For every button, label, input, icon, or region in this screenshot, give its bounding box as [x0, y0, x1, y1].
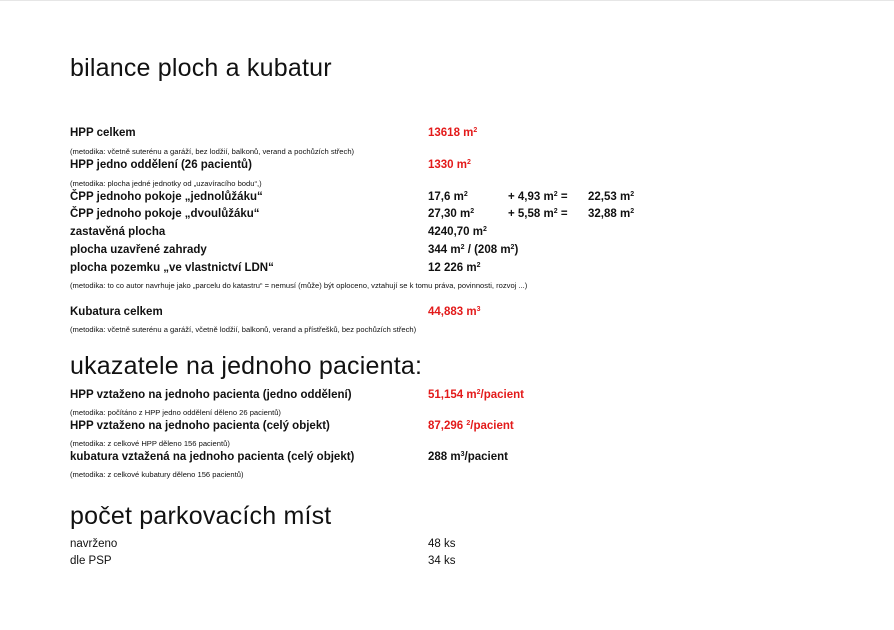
row-parking-designed	[70, 538, 870, 554]
row-volume-per-patient	[70, 451, 870, 467]
row-label: HPP celkem	[70, 127, 136, 139]
methodology-note: (metodika: z celkové HPP děleno 156 pacientů)	[70, 439, 230, 448]
row-value-addition: + 5,58 $m^2$ =	[508, 208, 568, 220]
row-hpp-ward	[70, 159, 870, 175]
methodology-note: (metodika: to co autor navrhuje jako „parcelu do katastru“ = nemusí (může) být oploceno, vztahují se k tomu práva, povinnosti, rozvoj ...)	[70, 281, 528, 290]
row-value-total: 32,88 $m^2$	[588, 208, 635, 220]
row-room-double	[70, 208, 870, 224]
row-value: 344 $m^2 / (208$ $m^2$)	[428, 244, 519, 256]
row-label: kubatura vztažená na jednoho pacienta (celý objekt)	[70, 451, 355, 463]
row-label: Kubatura celkem	[70, 306, 163, 318]
row-label: plocha pozemku „ve vlastnictví LDN“	[70, 262, 274, 274]
row-label: HPP vztaženo na jednoho pacienta (celý objekt)	[70, 420, 330, 432]
row-plot	[70, 262, 870, 278]
row-hpp-total	[70, 127, 870, 143]
methodology-note: (metodika: počítáno z HPP jedno oddělení děleno 26 pacientů)	[70, 408, 281, 417]
row-value-addition: + 4,93 $m^2$ =	[508, 191, 568, 203]
row-value: 48 ks	[428, 538, 456, 550]
row-value: 87,296 $^2$/pacient	[428, 420, 514, 432]
row-value: 288 $m^3$/pacient	[428, 451, 508, 463]
methodology-note: (metodika: včetně suterénu a garáží, včetně lodžií, balkonů, verand a přístřešků, bez pochůzích střech)	[70, 325, 417, 334]
row-hpp-per-patient-ward	[70, 389, 870, 405]
methodology-note: (metodika: plocha jedné jednotky od „uzavíracího bodu“,)	[70, 179, 262, 188]
row-value: 4240,70 $m^2$	[428, 226, 487, 238]
methodology-note: (metodika: včetně suterénu a garáží, bez lodžií, balkonů, verand a pochůzích střech)	[70, 147, 355, 156]
row-label: navrženo	[70, 538, 118, 550]
methodology-note: (metodika: z celkové kubatury děleno 156 pacientů)	[70, 470, 244, 479]
row-value: 51,154 $m^2$/pacient	[428, 389, 524, 401]
row-value-total: 22,53 $m^2$	[588, 191, 635, 203]
row-value: 34 ks	[428, 555, 456, 567]
row-parking-psp	[70, 555, 870, 571]
row-label: zastavěná plocha	[70, 226, 166, 238]
row-value: 13618 $m^2$	[428, 127, 478, 139]
page-top-border	[0, 0, 894, 1]
row-built-area	[70, 226, 870, 242]
row-label: ČPP jednoho pokoje „jednolůžáku“	[70, 191, 263, 203]
row-room-single	[70, 191, 870, 207]
row-value: 17,6 $m^2$	[428, 191, 468, 203]
row-value: 1330 $m^2$	[428, 159, 471, 171]
section-title-per-patient: ukazatele na jednoho pacienta:	[70, 352, 423, 380]
row-value: 12 226 $m^2$	[428, 262, 481, 274]
row-label: HPP jedno oddělení (26 pacientů)	[70, 159, 252, 171]
row-garden	[70, 244, 870, 260]
section-title-balance: bilance ploch a kubatur	[70, 54, 332, 82]
row-hpp-per-patient-total	[70, 420, 870, 436]
row-label: dle PSP	[70, 555, 112, 567]
row-volume-total	[70, 306, 870, 322]
row-value: 44,883 $m^3$	[428, 306, 481, 318]
row-label: plocha uzavřené zahrady	[70, 244, 207, 256]
row-value: 27,30 $m^2$	[428, 208, 475, 220]
section-title-parking: počet parkovacích míst	[70, 502, 332, 530]
row-label: ČPP jednoho pokoje „dvoulůžáku“	[70, 208, 260, 220]
row-label: HPP vztaženo na jednoho pacienta (jedno oddělení)	[70, 389, 352, 401]
